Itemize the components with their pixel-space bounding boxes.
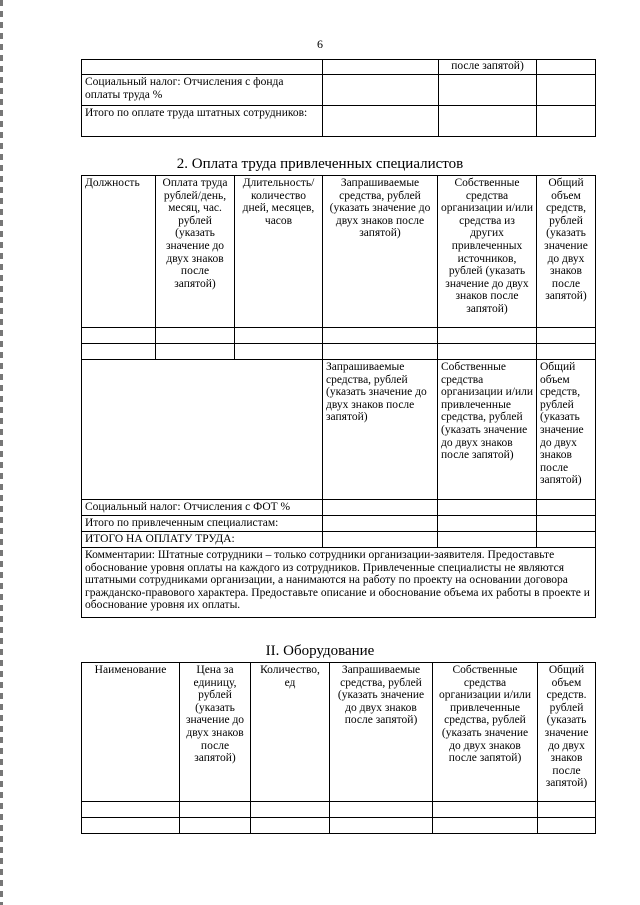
header-pay: Оплата труда рублей/день, месяц, час. рублей (указать значение до двух знаков после запятой) [156, 176, 235, 328]
table-cell [438, 500, 537, 516]
table-cell [538, 818, 596, 834]
comments: Комментарии: Штатные сотрудники – только сотрудники организации-заявителя. Предоставьте обоснование уровня оплаты на каждого из сотрудников. Привлеченные специалисты не являются штатными сотрудниками организации, а нанимаются на работу по проекту на основании договора гражданско-правового характера. Предоставьте описание и обоснование объема их работы в проекте и обоснование уровня их оплаты. [82, 548, 596, 618]
table-cell [323, 516, 438, 532]
table-cell [330, 802, 433, 818]
header-position: Должность [82, 176, 156, 328]
total-hired-label: Итого по привлеченным специалистам: [82, 516, 323, 532]
table-cell [180, 802, 251, 818]
table-cell [82, 328, 156, 344]
table-cell [156, 328, 235, 344]
table-cell [82, 802, 180, 818]
header-unit-price: Цена за единицу, рублей (указать значение до двух знаков после запятой) [180, 663, 251, 802]
header-total: Общий объем средств. рублей (указать значение до двух знаков после запятой) [538, 663, 596, 802]
table-cell [439, 106, 537, 137]
table-cell [323, 532, 438, 548]
section-title-equipment: II. Оборудование [265, 643, 375, 659]
table-cell [323, 106, 439, 137]
header-total: Общий объем средств, рублей (указать значение до двух знаков после запятой) [537, 176, 596, 328]
table-cell [537, 500, 596, 516]
header-quantity: Количество, ед [251, 663, 330, 802]
total-staff-label: Итого по оплате труда штатных сотрудников: [82, 106, 323, 137]
social-tax-label: Социальный налог: Отчисления с фонда оплаты труда % [82, 75, 323, 106]
table-cell [537, 516, 596, 532]
table-cell [538, 802, 596, 818]
table-cell [537, 532, 596, 548]
table-cell [180, 818, 251, 834]
table-cell [433, 818, 538, 834]
staff-table-continuation [81, 59, 596, 137]
table-cell [235, 328, 323, 344]
table-cell [537, 75, 596, 106]
table-cell [438, 532, 537, 548]
table-cell [235, 344, 323, 360]
table-cell [251, 818, 330, 834]
table-cell [537, 60, 596, 75]
grand-total-label: ИТОГО НА ОПЛАТУ ТРУДА: [82, 532, 323, 548]
table-cell [438, 344, 537, 360]
scan-edge [0, 0, 3, 905]
table-cell [82, 344, 156, 360]
equipment-table [81, 662, 596, 834]
table-cell [537, 344, 596, 360]
header-duration: Длительность/ количество дней, месяцев, часов [235, 176, 323, 328]
header-own-funds: Собственные средства организации и/или средства из других привлеченных источников, рублей (указать значение до двух знаков после запятой) [438, 176, 537, 328]
table-cell [330, 818, 433, 834]
table-cell [537, 106, 596, 137]
table-cell [323, 328, 438, 344]
table-cell [438, 516, 537, 532]
table-cell [82, 60, 323, 75]
table-cell [323, 500, 438, 516]
header-own-funds: Собственные средства организации и/или привлеченные средства, рублей (указать значение до двух знаков после запятой) [433, 663, 538, 802]
sum-header-own-funds: Собственные средства организации и/или привлеченные средства, рублей (указать значение до двух знаков после запятой) [438, 360, 537, 500]
table-cell: после запятой) [439, 60, 537, 75]
header-requested: Запрашиваемые средства, рублей (указать значение до двух знаков после запятой) [323, 176, 438, 328]
sum-header-requested: Запрашиваемые средства, рублей (указать значение до двух знаков после запятой) [323, 360, 438, 500]
table-cell [323, 344, 438, 360]
table-cell [439, 75, 537, 106]
table-cell [251, 802, 330, 818]
header-requested: Запрашиваемые средства, рублей (указать значение до двух знаков после запятой) [330, 663, 433, 802]
section-title-hired: 2. Оплата труда привлеченных специалистов [176, 156, 464, 172]
page-number: 6 [317, 37, 323, 51]
table-cell [537, 328, 596, 344]
table-cell [433, 802, 538, 818]
table-cell [323, 60, 439, 75]
table-cell [438, 328, 537, 344]
table-cell [82, 360, 323, 500]
social-tax-fot-label: Социальный налог: Отчисления с ФОТ % [82, 500, 323, 516]
table-cell [82, 818, 180, 834]
sum-header-total: Общий объем средств, рублей (указать значение до двух знаков после запятой) [537, 360, 596, 500]
table-cell [156, 344, 235, 360]
hired-specialists-table [81, 175, 596, 618]
table-cell [323, 75, 439, 106]
header-name: Наименование [82, 663, 180, 802]
